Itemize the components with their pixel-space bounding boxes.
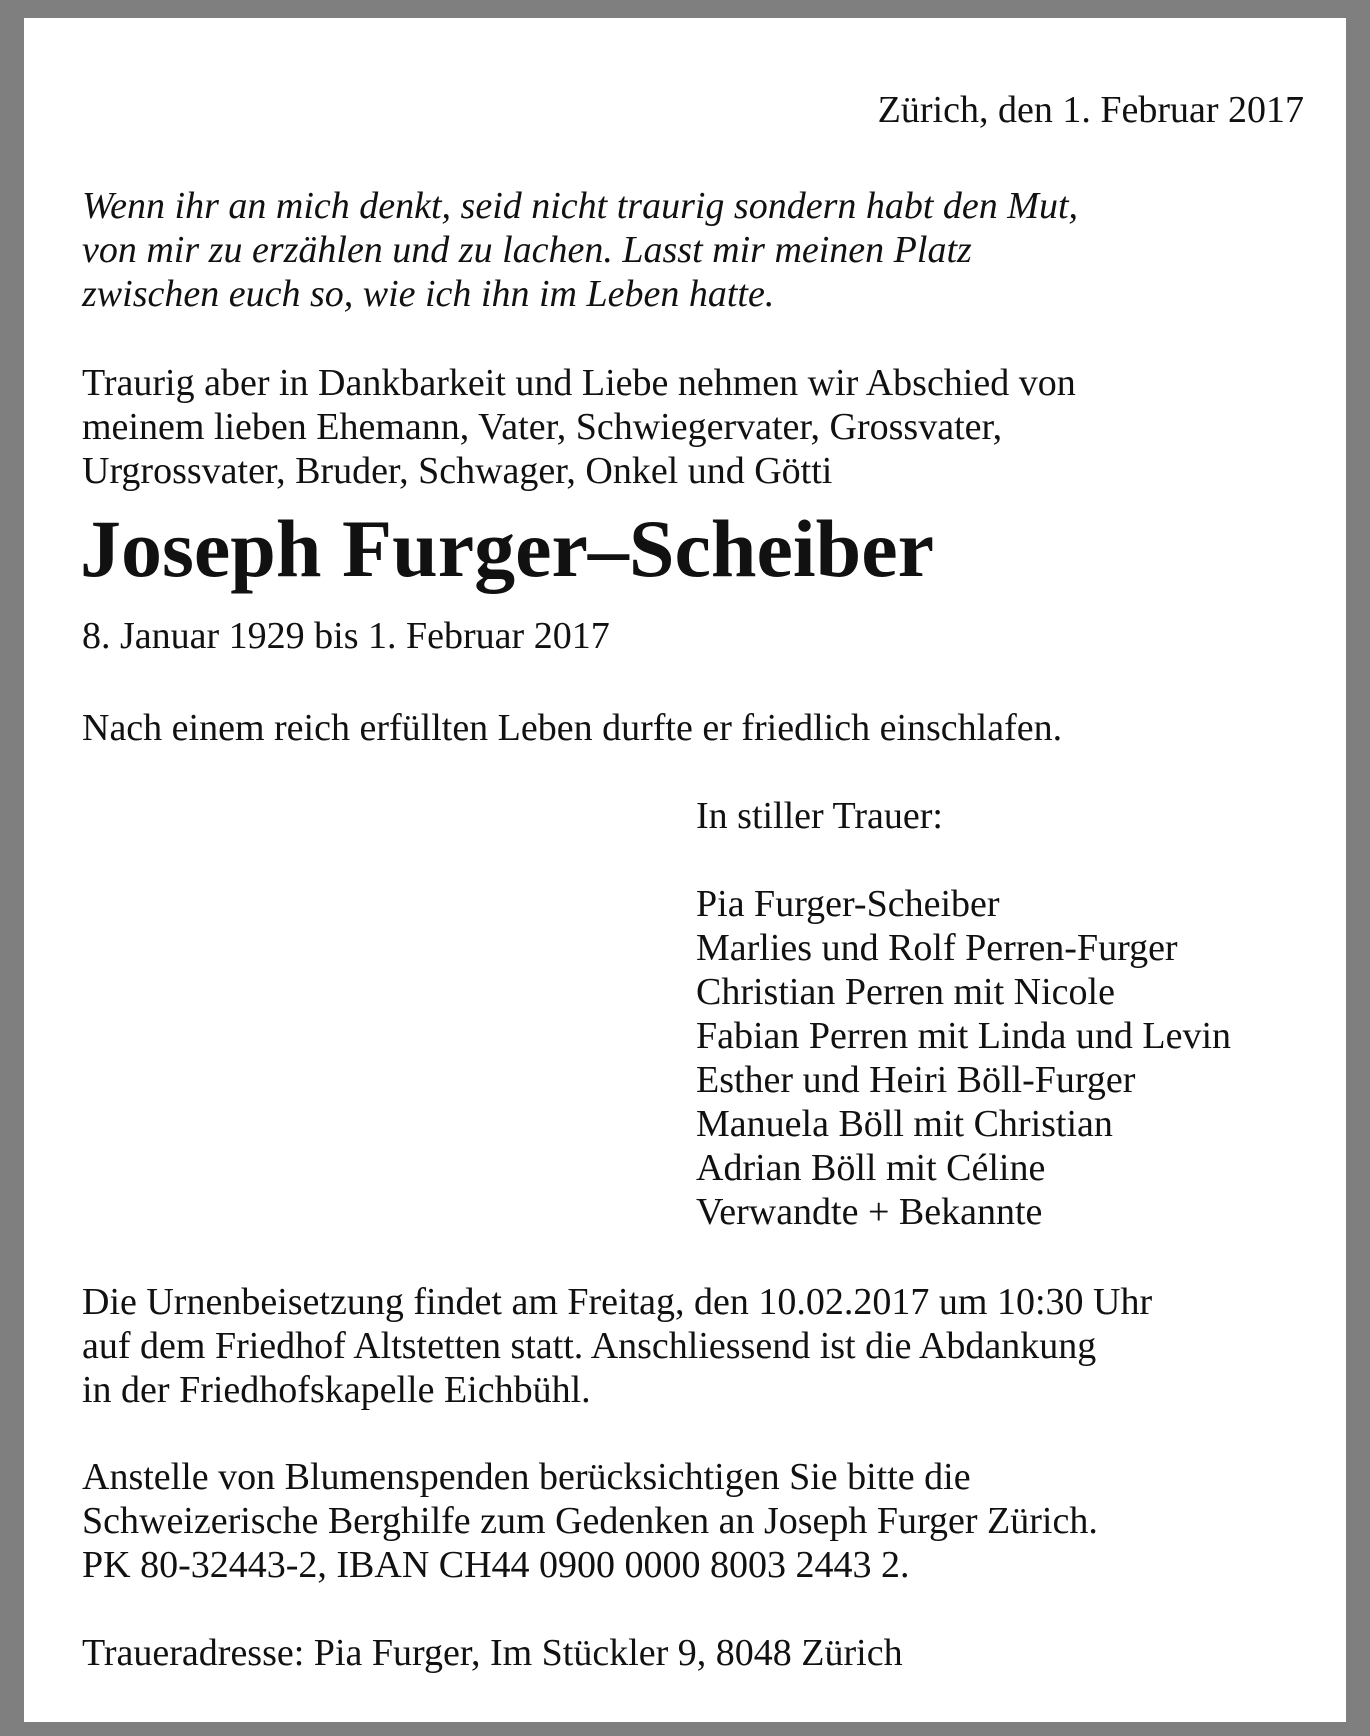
mourner-item: Verwandte + Bekannte <box>696 1191 1043 1233</box>
donation-info: Anstelle von Blumenspenden berücksichtigen Sie bitte die Schweizerische Berghilfe zum Gedenken an Joseph Furger Zürich. PK 80-32443-2, IBAN CH44 0900 0000 8003 2443 2. <box>82 1456 1098 1586</box>
mourner-item: Manuela Böll mit Christian <box>696 1103 1113 1145</box>
farewell-intro: Traurig aber in Dankbarkeit und Liebe nehmen wir Abschied von meinem lieben Ehemann, Vater, Schwiegervater, Grossvater, Urgrossvater, Bruder, Schwager, Onkel und Götti <box>82 362 1076 492</box>
mourners-list <box>696 882 1231 1234</box>
deceased-name: Joseph Furger–Scheiber <box>80 503 935 594</box>
memorial-quote: Wenn ihr an mich denkt, seid nicht traurig sondern habt den Mut, von mir zu erzählen und zu lachen. Lasst mir meinen Platz zwischen euch so, wie ich ihn im Leben hatte. <box>82 185 1078 315</box>
mourning-heading: In stiller Trauer: <box>696 795 943 837</box>
place-date: Zürich, den 1. Februar 2017 <box>877 89 1304 131</box>
mourning-address: Traueradresse: Pia Furger, Im Stückler 9, 8048 Zürich <box>82 1632 903 1674</box>
mourner-item: Marlies und Rolf Perren-Furger <box>696 927 1178 969</box>
service-details: Die Urnenbeisetzung findet am Freitag, den 10.02.2017 um 10:30 Uhr auf dem Friedhof Altstetten statt. Anschliessend ist die Abdankung in der Friedhofskapelle Eichbühl. <box>82 1281 1153 1411</box>
mourner-item: Esther und Heiri Böll-Furger <box>696 1059 1136 1101</box>
mourner-item: Fabian Perren mit Linda und Levin <box>696 1015 1232 1057</box>
mourner-item: Christian Perren mit Nicole <box>696 971 1115 1013</box>
obituary-page <box>24 18 1346 1722</box>
lifespan: 8. Januar 1929 bis 1. Februar 2017 <box>82 615 610 657</box>
mourner-item: Pia Furger-Scheiber <box>696 883 1000 925</box>
mourner-item: Adrian Böll mit Céline <box>696 1147 1046 1189</box>
closing-sentence: Nach einem reich erfüllten Leben durfte er friedlich einschlafen. <box>82 707 1063 749</box>
